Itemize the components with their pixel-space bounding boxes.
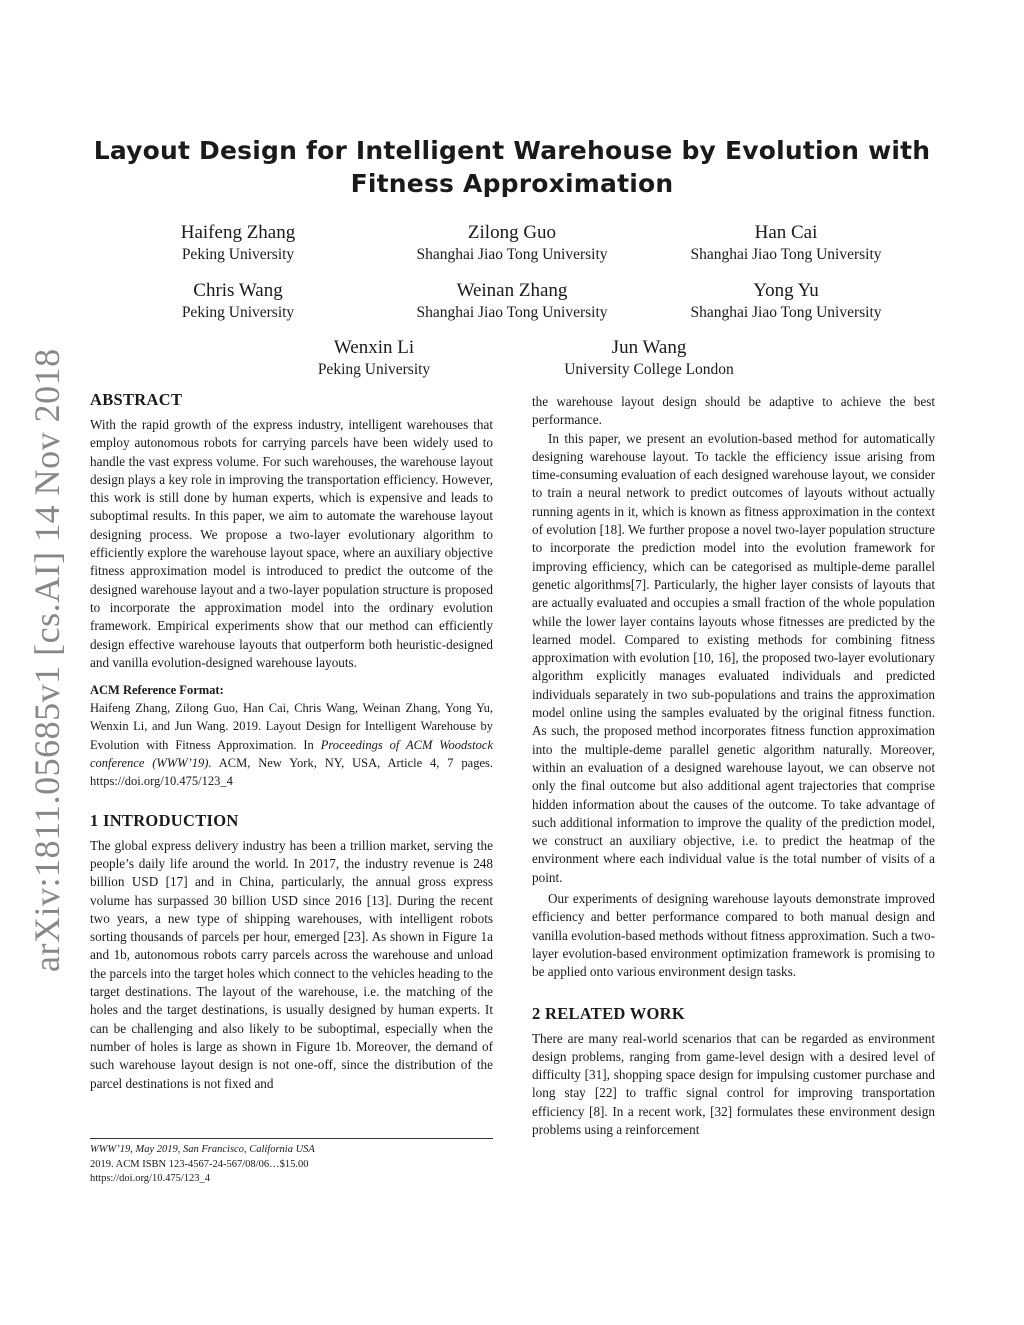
author-name: Han Cai [754,222,818,243]
footnote-conference: WWW’19, May 2019, San Francisco, California USA [90,1144,315,1155]
author-name: Zilong Guo [467,222,557,243]
author-block [509,337,789,380]
author-block [646,222,926,265]
right-paragraph-3: Our experiments of designing warehouse layouts demonstrate improved efficiency and better performance compared to both manual design and vanilla evolution-based methods without fitness approximation. Such a two-layer evolution-based environment optimization framework is promising to be applied onto various environment design tasks. [532,891,935,980]
author-affiliation: Shanghai Jiao Tong University [416,246,608,263]
author-block [234,337,514,380]
author-affiliation: Peking University [317,361,431,378]
author-block [98,222,378,265]
related-work-text: There are many real-world scenarios that can be regarded as environment design problems, ranging from game-level design with a desired level of difficulty [31], shopping space design for impulsing customer purchase and long stay [22] to traffic signal control for improving transportation efficiency [8]. In a recent work, [32] formulates these environment design problems using a reinforcement [532,1030,935,1137]
author-affiliation: Shanghai Jiao Tong University [690,304,882,321]
author-affiliation: Peking University [181,304,295,321]
author-affiliation: Shanghai Jiao Tong University [416,304,608,321]
author-name: Haifeng Zhang [180,222,296,243]
author-affiliation: Shanghai Jiao Tong University [690,246,882,263]
author-affiliation: Peking University [181,246,295,263]
acm-reference-text [90,699,493,790]
arxiv-stamp: arXiv:1811.05685v1 [cs.AI] 14 Nov 2018 [27,348,67,972]
acm-reference-text-after: ACM, New York, NY, USA, Article 4, 7 pages. https://doi.org/10.475/123_4 [90,756,493,789]
author-name: Jun Wang [611,337,687,358]
introduction-text: The global express delivery industry has been a trillion market, serving the people’s daily life around the world. In 2017, the industry revenue is 248 billion USD [17] and in China, particularly, the annual gross express volume has surpassed 30 billion USD since 2016 [13]. During the recent two years, a new type of shipping warehouses, with intelligent robots sorting thousands of parcels per hour, emerged [23]. As shown in Figure 1a and 1b, autonomous robots carry parcels across the warehouse and unload the parcels into the target holes which connect to the vehicles heading to the target destinations. The layout of the warehouse, i.e. the matching of the holes and the target destinations, is usually designed by human experts. It can be challenging and also likely to be suboptimal, especially when the number of holes is large as shown in Figure 1b. Moreover, the demand of such warehouse layout design is not one-off, since the distribution of the parcel destinations is not fixed and [90,837,493,1091]
acm-reference-venue: Proceedings of ACM Woodstock conference (WWW’19). [90,737,493,771]
author-block [372,222,652,265]
author-block [372,280,652,323]
abstract-text: With the rapid growth of the express industry, intelligent warehouses that employ autonomous robots for carrying parcels have been widely used to handle the vast express volume. For such warehouses, the warehouse layout design plays a key role in improving the transportation efficiency. However, this work is still done by human experts, which is expensive and leads to suboptimal results. In this paper, we aim to automate the warehouse layout designing process. We propose a two-layer evolutionary algorithm to efficiently explore the warehouse layout space, where an auxiliary objective fitness approximation model is introduced to predict the outcome of the designed warehouse layout and a two-layer population structure is proposed to incorporate the approximation model into the ordinary evolution framework. Empirical experiments show that our method can efficiently design effective warehouse layouts that outperform both heuristic-designed and vanilla evolution-designed warehouse layouts. [90,417,493,670]
abstract-heading: ABSTRACT [90,390,183,409]
right-paragraph-1: the warehouse layout design should be adaptive to achieve the best performance. [532,394,935,428]
acm-reference-text-before: Haifeng Zhang, Zilong Guo, Han Cai, Chris Wang, Weinan Zhang, Yong Yu, Wenxin Li, and Jun Wang. 2019. Layout Design for Intelligent Warehouse by Evolution with Fitness Approximation. In [90,701,493,752]
paper-title: Layout Design for Intelligent Warehouse by Evolution with Fitness Approximation [93,136,931,198]
related-work-heading: 2 RELATED WORK [532,1003,686,1023]
left-column [90,390,493,1093]
footnote [90,1143,493,1187]
footnote-doi: https://doi.org/10.475/123_4 [90,1173,210,1184]
author-block [646,280,926,323]
right-paragraph-2: In this paper, we present an evolution-based method for automatically designing warehouse layout. To tackle the efficiency issue arising from time-consuming evaluation of each designed warehouse layout, we consider to train a neural network to predict outcomes of layouts without actually running agents in it, which is known as fitness approximation in the context of evolution [18]. We further propose a novel two-layer population structure to incorporate the prediction model into the evolution framework for improving efficiency, which can be categorised as multiple-deme parallel genetic algorithms[7]. Particularly, the higher layer consists of layouts that are actually evaluated and occupies a small fraction of the whole population while the lower layer contains layouts whose fitnesses are predicted by the learned model. Compared to existing methods for combining fitness approximation with evolution [10, 16], the proposed two-layer evolutionary algorithm explicitly manages evaluated individuals and predicted individuals separately in two sub-populations and trains the approximation model online using the samples evaluated by the original fitness function. As such, the proposed method incorporates fitness function approximation into the multiple-deme parallel genetic algorithm naturally. Moreover, within an evaluation of a designed warehouse layout, we can observe not only the final outcome but also additional agent trajectories that comprise hidden information about the causes of the outcome. To take advantage of such additional information to improve the quality of the prediction model, we construct an auxiliary objective, i.e. to predict the heatmap of the environment where each individual value is the total number of visits of a point. [532,430,935,885]
right-column [532,393,935,1139]
acm-reference-heading: ACM Reference Format: [90,683,224,698]
footnote-isbn: 2019. ACM ISBN 123-4567-24-567/08/06…$15.00 [90,1158,309,1170]
author-name: Chris Wang [193,280,283,301]
author-affiliation: University College London [564,361,734,378]
author-name: Weinan Zhang [456,280,568,301]
author-block [98,280,378,323]
author-name: Wenxin Li [333,337,415,358]
introduction-heading: 1 INTRODUCTION [90,810,239,830]
author-name: Yong Yu [753,280,819,301]
footnote-rule [90,1138,493,1139]
